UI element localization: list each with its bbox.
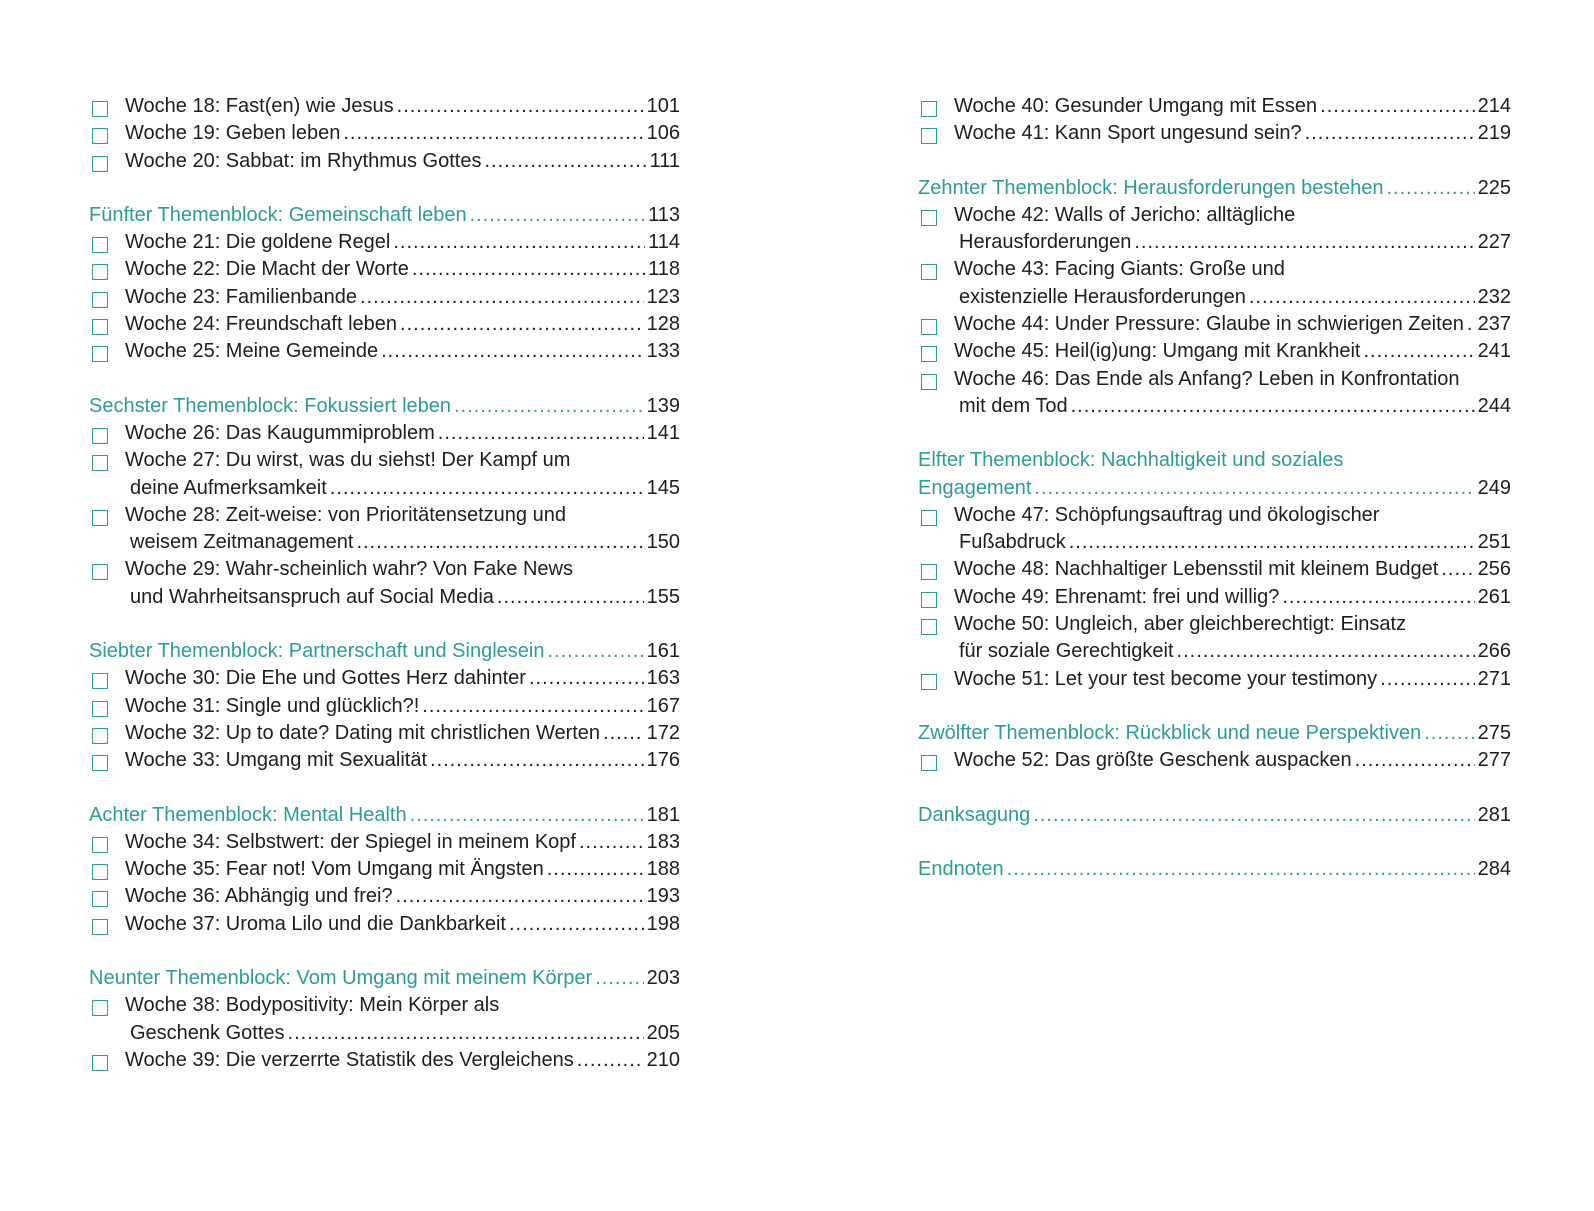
page-number: 128 <box>646 313 680 336</box>
page-number: 139 <box>646 394 680 417</box>
dot-leader <box>547 858 644 881</box>
page-number: 183 <box>646 830 680 853</box>
dot-leader <box>529 667 644 690</box>
checkbox-icon[interactable] <box>92 755 108 771</box>
dot-leader <box>1424 722 1474 745</box>
page-number: 163 <box>646 667 680 690</box>
dot-leader <box>430 749 644 772</box>
page-number: 277 <box>1477 749 1511 772</box>
toc-entry-woche-46-das-ende-als-anfang-leben-in-ko[interactable] <box>918 368 1511 423</box>
toc-entry-title: Siebter Themenblock: Partnerschaft und Singlesein <box>89 640 545 663</box>
checkbox-icon[interactable] <box>92 837 108 853</box>
toc-entry-woche-50-ungleich-aber-gleichberechtigt-[interactable] <box>918 613 1511 668</box>
toc-right-column <box>918 95 1511 885</box>
toc-section-heading-f-nfter-themenblock-gemeinschaft-leben[interactable] <box>89 204 680 231</box>
dot-leader <box>381 340 644 363</box>
toc-entry-woche-51-let-your-test-become-your-testi[interactable] <box>918 668 1511 695</box>
toc-entry-title: Woche 21: Die goldene Regel <box>125 231 391 254</box>
dot-leader <box>603 722 644 745</box>
checkbox-icon[interactable] <box>92 237 108 253</box>
toc-line <box>89 477 680 504</box>
toc-entry-woche-26-das-kaugummiproblem[interactable] <box>89 422 680 449</box>
toc-line <box>89 695 680 722</box>
page-number: 181 <box>646 803 680 826</box>
toc-entry-woche-19-geben-leben[interactable] <box>89 122 680 149</box>
checkbox-icon[interactable] <box>92 428 108 444</box>
section-spacer <box>89 940 680 967</box>
page-number: 118 <box>648 258 680 281</box>
section-spacer <box>89 368 680 395</box>
dot-leader <box>1441 558 1474 581</box>
dot-leader <box>1386 177 1474 200</box>
toc-line <box>89 313 680 340</box>
page-number: 176 <box>646 749 680 772</box>
toc-line <box>918 340 1511 367</box>
toc-line <box>89 449 680 476</box>
page-number: 205 <box>646 1021 680 1044</box>
toc-entry-woche-38-bodypositivity-mein-k-rper-als[interactable] <box>89 994 680 1049</box>
toc-entry-title: Woche 42: Walls of Jericho: alltägliche <box>954 203 1296 226</box>
page-number: 261 <box>1477 585 1511 608</box>
dot-leader <box>470 204 646 227</box>
checkbox-icon[interactable] <box>92 864 108 880</box>
toc-section-heading-siebter-themenblock-partnerschaft-und-si[interactable] <box>89 640 680 667</box>
dot-leader <box>497 586 644 609</box>
checkbox-icon[interactable] <box>92 564 108 580</box>
toc-entry-title: Endnoten <box>918 857 1004 880</box>
toc-line <box>89 286 680 313</box>
page-number: 172 <box>646 721 680 744</box>
toc-entry-woche-31-single-und-gl-cklich[interactable] <box>89 695 680 722</box>
page-number: 106 <box>646 122 680 145</box>
toc-entry-title: Woche 26: Das Kaugummiproblem <box>125 421 435 444</box>
toc-entry-title: deine Aufmerksamkeit <box>130 476 327 499</box>
section-spacer <box>918 422 1511 449</box>
dot-leader <box>396 885 644 908</box>
toc-line <box>918 204 1511 231</box>
toc-line <box>89 258 680 285</box>
toc-line <box>89 395 680 422</box>
dot-leader <box>410 804 644 827</box>
toc-entry-title: für soziale Gerechtigkeit <box>959 640 1174 663</box>
section-spacer <box>918 150 1511 177</box>
toc-entry-title: Woche 40: Gesunder Umgang mit Essen <box>954 95 1318 117</box>
page-number: 123 <box>646 285 680 308</box>
page-number: 150 <box>646 531 680 554</box>
page-number: 225 <box>1477 176 1511 199</box>
page-number: 113 <box>648 203 680 226</box>
toc-line <box>918 586 1511 613</box>
toc-line <box>89 1049 680 1076</box>
dot-leader <box>360 286 644 309</box>
toc-line <box>89 967 680 994</box>
section-spacer <box>89 613 680 640</box>
toc-line <box>89 667 680 694</box>
page-number: 214 <box>1477 95 1511 117</box>
section-spacer <box>918 831 1511 858</box>
toc-entry-title: Elfter Themenblock: Nachhaltigkeit und soziales <box>918 449 1344 472</box>
toc-entry-woche-49-ehrenamt-frei-und-willig[interactable] <box>918 586 1511 613</box>
dot-leader <box>1033 804 1474 827</box>
checkbox-icon[interactable] <box>92 673 108 689</box>
toc-entry-woche-35-fear-not-vom-umgang-mit-ngsten[interactable] <box>89 858 680 885</box>
toc-line <box>89 722 680 749</box>
toc-line <box>89 204 680 231</box>
toc-line <box>918 477 1511 504</box>
checkbox-icon[interactable] <box>92 510 108 526</box>
dot-leader <box>1282 586 1474 609</box>
toc-line <box>89 422 680 449</box>
checkbox-icon[interactable] <box>92 701 108 717</box>
toc-line <box>89 640 680 667</box>
dot-leader <box>547 640 643 663</box>
checkbox-icon[interactable] <box>921 264 937 280</box>
dot-leader <box>400 313 644 336</box>
toc-line <box>918 858 1511 885</box>
section-spacer <box>918 777 1511 804</box>
toc-line <box>89 804 680 831</box>
toc-entry-title: Fünfter Themenblock: Gemeinschaft leben <box>89 203 467 226</box>
checkbox-icon[interactable] <box>921 592 937 608</box>
toc-entry-title: Woche 43: Facing Giants: Große und <box>954 258 1285 281</box>
toc-entry-title: Woche 35: Fear not! Vom Umgang mit Ängsten <box>125 858 544 881</box>
toc-line <box>89 122 680 149</box>
toc-line <box>89 586 680 613</box>
page-number: 281 <box>1477 803 1511 826</box>
toc-line <box>918 258 1511 285</box>
toc-line <box>918 804 1511 831</box>
dot-leader <box>330 477 644 500</box>
toc-line <box>89 531 680 558</box>
toc-entry-title: Woche 30: Die Ehe und Gottes Herz dahinter <box>125 667 526 690</box>
toc-entry-woche-18-fast-en-wie-jesus[interactable] <box>89 95 680 122</box>
checkbox-icon[interactable] <box>921 210 937 226</box>
dot-leader <box>288 1022 644 1045</box>
toc-entry-title: Woche 27: Du wirst, was du siehst! Der Kampf um <box>125 449 571 472</box>
dot-leader <box>454 395 644 418</box>
checkbox-icon[interactable] <box>92 455 108 471</box>
toc-section-heading-achter-themenblock-mental-health[interactable] <box>89 804 680 831</box>
toc-entry-title: Woche 18: Fast(en) wie Jesus <box>125 95 394 117</box>
toc-entry-woche-20-sabbat-im-rhythmus-gottes[interactable] <box>89 150 680 177</box>
page-number: 237 <box>1477 313 1511 336</box>
toc-entry-title: Woche 48: Nachhaltiger Lebensstil mit kleinem Budget <box>954 558 1439 581</box>
toc-entry-title: Woche 50: Ungleich, aber gleichberechtigt: Einsatz <box>954 613 1407 636</box>
toc-line <box>89 858 680 885</box>
toc-entry-title: Woche 47: Schöpfungsauftrag und ökologischer <box>954 503 1380 526</box>
checkbox-icon[interactable] <box>921 101 937 117</box>
checkbox-icon[interactable] <box>92 264 108 280</box>
toc-section-heading-danksagung[interactable] <box>918 804 1511 831</box>
toc-line <box>918 177 1511 204</box>
page-number: 284 <box>1477 857 1511 880</box>
dot-leader <box>1007 858 1475 881</box>
page-number: 271 <box>1477 667 1511 690</box>
toc-line <box>918 313 1511 340</box>
dot-leader <box>438 422 644 445</box>
toc-entry-woche-30-die-ehe-und-gottes-herz-dahinte[interactable] <box>89 667 680 694</box>
toc-left-column <box>89 95 680 1076</box>
checkbox-icon[interactable] <box>92 346 108 362</box>
toc-entry-woche-21-die-goldene-regel[interactable] <box>89 231 680 258</box>
dot-leader <box>343 122 643 145</box>
toc-line <box>89 831 680 858</box>
page-number: 203 <box>646 967 680 990</box>
dot-leader <box>1355 749 1475 772</box>
dot-leader <box>484 150 646 173</box>
page-number: 145 <box>646 476 680 499</box>
toc-entry-title: Woche 51: Let your test become your testimony <box>954 667 1378 690</box>
page-number: 188 <box>646 858 680 881</box>
toc-entry-title: Fußabdruck <box>959 531 1066 554</box>
toc-entry-title: Woche 22: Die Macht der Worte <box>125 258 409 281</box>
checkbox-icon[interactable] <box>921 755 937 771</box>
toc-entry-title: Sechster Themenblock: Fokussiert leben <box>89 394 452 417</box>
toc-entry-woche-29-wahr-scheinlich-wahr-von-fake-n[interactable] <box>89 558 680 613</box>
dot-leader <box>1249 286 1475 309</box>
toc-line <box>918 722 1511 749</box>
toc-entry-title: Woche 33: Umgang mit Sexualität <box>125 749 428 772</box>
toc-line <box>918 613 1511 640</box>
toc-line <box>89 558 680 585</box>
checkbox-icon[interactable] <box>921 619 937 635</box>
toc-entry-title: Woche 52: Das größte Geschenk auspacken <box>954 749 1352 772</box>
toc-line <box>89 150 680 177</box>
toc-section-heading-elfter-themenblock-nachhaltigkeit-und-so[interactable] <box>918 449 1511 504</box>
page-number: 256 <box>1477 558 1511 581</box>
toc-entry-title: und Wahrheitsanspruch auf Social Media <box>130 585 494 608</box>
toc-line <box>918 368 1511 395</box>
toc-entry-title: Geschenk Gottes <box>130 1021 285 1044</box>
page-number: 227 <box>1477 231 1511 254</box>
toc-entry-woche-34-selbstwert-der-spiegel-in-meine[interactable] <box>89 831 680 858</box>
toc-line <box>918 449 1511 476</box>
checkbox-icon[interactable] <box>921 510 937 526</box>
toc-section-heading-zw-lfter-themenblock-r-ckblick-und-neue-[interactable] <box>918 722 1511 749</box>
checkbox-icon[interactable] <box>92 728 108 744</box>
toc-section-heading-neunter-themenblock-vom-umgang-mit-meine[interactable] <box>89 967 680 994</box>
toc-line <box>918 504 1511 531</box>
page-number: 111 <box>649 149 680 172</box>
toc-section-heading-sechster-themenblock-fokussiert-leben[interactable] <box>89 395 680 422</box>
toc-entry-woche-23-familienbande[interactable] <box>89 286 680 313</box>
toc-line <box>89 749 680 776</box>
page-number: 266 <box>1477 640 1511 663</box>
checkbox-icon[interactable] <box>921 128 937 144</box>
page-number: 133 <box>646 340 680 363</box>
toc-line <box>918 531 1511 558</box>
toc-entry-title: Woche 38: Bodypositivity: Mein Körper als <box>125 994 500 1017</box>
toc-entry-woche-36-abh-ngig-und-frei[interactable] <box>89 885 680 912</box>
toc-entry-title: Woche 46: Das Ende als Anfang? Leben in Konfrontation <box>954 367 1460 390</box>
dot-leader <box>397 95 644 118</box>
toc-entry-title: weisem Zeitmanagement <box>130 531 354 554</box>
page-number: 155 <box>646 585 680 608</box>
checkbox-icon[interactable] <box>92 1000 108 1016</box>
toc-entry-title: Herausforderungen <box>959 231 1132 254</box>
checkbox-icon[interactable] <box>92 1055 108 1071</box>
toc-entry-title: Neunter Themenblock: Vom Umgang mit meinem Körper <box>89 967 593 990</box>
toc-entry-title: Woche 44: Under Pressure: Glaube in schwierigen Zeiten <box>954 313 1464 336</box>
toc-line <box>918 395 1511 422</box>
toc-line <box>918 95 1511 122</box>
toc-entry-title: Woche 25: Meine Gemeinde <box>125 340 379 363</box>
toc-section-heading-zehnter-themenblock-herausforderungen-be[interactable] <box>918 177 1511 204</box>
toc-entry-woche-37-uroma-lilo-und-die-dankbarkeit[interactable] <box>89 913 680 940</box>
page-number: 275 <box>1477 721 1511 744</box>
section-spacer <box>89 777 680 804</box>
page-number: 244 <box>1477 394 1511 417</box>
toc-entry-title: Woche 41: Kann Sport ungesund sein? <box>954 122 1302 145</box>
toc-entry-woche-24-freundschaft-leben[interactable] <box>89 313 680 340</box>
toc-line <box>89 504 680 531</box>
toc-line <box>918 668 1511 695</box>
dot-leader <box>1071 395 1475 418</box>
dot-leader <box>1380 668 1474 691</box>
toc-entry-title: Woche 45: Heil(ig)ung: Umgang mit Krankheit <box>954 340 1361 363</box>
toc-entry-title: Danksagung <box>918 803 1031 826</box>
dot-leader <box>509 913 644 936</box>
page-number: 210 <box>646 1048 680 1071</box>
page-number: 251 <box>1477 531 1511 554</box>
toc-line <box>918 640 1511 667</box>
checkbox-icon[interactable] <box>92 891 108 907</box>
toc-line <box>89 95 680 122</box>
toc-entry-title: Engagement <box>918 476 1032 499</box>
dot-leader <box>356 531 643 554</box>
toc-line <box>89 231 680 258</box>
toc-entry-title: Woche 32: Up to date? Dating mit christlichen Werten <box>125 721 601 744</box>
toc-entry-title: Woche 36: Abhängig und frei? <box>125 885 393 908</box>
toc-line <box>89 1022 680 1049</box>
toc-line <box>918 286 1511 313</box>
checkbox-icon[interactable] <box>92 101 108 117</box>
dot-leader <box>1305 122 1475 145</box>
toc-entry-title: Woche 39: Die verzerrte Statistik des Vergleichens <box>125 1048 574 1071</box>
checkbox-icon[interactable] <box>921 346 937 362</box>
toc-entry-title: Woche 37: Uroma Lilo und die Dankbarkeit <box>125 912 506 935</box>
checkbox-icon[interactable] <box>92 128 108 144</box>
page-number: 193 <box>646 885 680 908</box>
dot-leader <box>1363 340 1474 363</box>
toc-line <box>918 749 1511 776</box>
checkbox-icon[interactable] <box>92 919 108 935</box>
toc-line <box>918 122 1511 149</box>
toc-entry-title: Zwölfter Themenblock: Rückblick und neue Perspektiven <box>918 721 1422 744</box>
page-number: 219 <box>1477 122 1511 145</box>
toc-entry-woche-28-zeit-weise-von-priorit-tensetzu[interactable] <box>89 504 680 559</box>
toc-entry-title: Woche 19: Geben leben <box>125 122 341 145</box>
dot-leader <box>1320 95 1474 118</box>
dot-leader <box>393 231 645 254</box>
page-number: 198 <box>646 912 680 935</box>
page-number: 241 <box>1477 340 1511 363</box>
toc-entry-title: Woche 31: Single und glücklich?! <box>125 694 420 717</box>
page-number: 232 <box>1477 285 1511 308</box>
toc-entry-woche-44-under-pressure-glaube-in-schwie[interactable] <box>918 313 1511 340</box>
checkbox-icon[interactable] <box>92 156 108 172</box>
toc-entry-title: existenzielle Herausforderungen <box>959 285 1246 308</box>
toc-entry-woche-39-die-verzerrte-statistik-des-ver[interactable] <box>89 1049 680 1076</box>
toc-line <box>918 231 1511 258</box>
toc-entry-woche-48-nachhaltiger-lebensstil-mit-kle[interactable] <box>918 558 1511 585</box>
checkbox-icon[interactable] <box>921 564 937 580</box>
page-number: 167 <box>646 694 680 717</box>
toc-entry-title: Woche 24: Freundschaft leben <box>125 313 398 336</box>
page-number: 249 <box>1477 476 1511 499</box>
dot-leader <box>1034 477 1474 500</box>
dot-leader <box>577 1049 644 1072</box>
toc-entry-title: Woche 28: Zeit-weise: von Prioritätensetzung und <box>125 503 566 526</box>
dot-leader <box>1069 531 1475 554</box>
checkbox-icon[interactable] <box>921 374 937 390</box>
toc-entry-woche-41-kann-sport-ungesund-sein[interactable] <box>918 122 1511 149</box>
toc-entry-woche-45-heil-ig-ung-umgang-mit-krankhei[interactable] <box>918 340 1511 367</box>
toc-entry-woche-32-up-to-date-dating-mit-christlic[interactable] <box>89 722 680 749</box>
dot-leader <box>1177 640 1475 663</box>
page-number: 114 <box>648 231 680 254</box>
checkbox-icon[interactable] <box>921 319 937 335</box>
checkbox-icon[interactable] <box>921 674 937 690</box>
toc-entry-title: Woche 29: Wahr-scheinlich wahr? Von Fake News <box>125 558 573 581</box>
toc-entry-title: Woche 34: Selbstwert: der Spiegel in meinem Kopf <box>125 830 576 853</box>
dot-leader <box>422 695 643 718</box>
toc-entry-woche-40-gesunder-umgang-mit-essen[interactable] <box>918 95 1511 122</box>
toc-entry-woche-42-walls-of-jericho-allt-gliche[interactable] <box>918 204 1511 259</box>
toc-line <box>89 340 680 367</box>
toc-entry-title: Achter Themenblock: Mental Health <box>89 803 407 826</box>
toc-entry-woche-52-das-gr-te-geschenk-auspacken[interactable] <box>918 749 1511 776</box>
toc-entry-woche-43-facing-giants-gro-e-und[interactable] <box>918 258 1511 313</box>
toc-entry-woche-22-die-macht-der-worte[interactable] <box>89 258 680 285</box>
dot-leader <box>1134 231 1474 254</box>
dot-leader <box>595 967 643 990</box>
page-number: 141 <box>646 421 680 444</box>
toc-entry-title: Woche 23: Familienbande <box>125 285 357 308</box>
toc-entry-title: Zehnter Themenblock: Herausforderungen bestehen <box>918 176 1384 199</box>
dot-leader <box>1467 313 1475 336</box>
dot-leader <box>412 258 645 281</box>
toc-entry-title: Woche 20: Sabbat: im Rhythmus Gottes <box>125 149 482 172</box>
toc-line <box>89 913 680 940</box>
toc-line <box>89 885 680 912</box>
toc-entry-woche-27-du-wirst-was-du-siehst-der-kamp[interactable] <box>89 449 680 504</box>
toc-entry-woche-25-meine-gemeinde[interactable] <box>89 340 680 367</box>
page-number: 161 <box>646 640 680 663</box>
toc-line <box>918 558 1511 585</box>
toc-line <box>89 994 680 1021</box>
checkbox-icon[interactable] <box>92 319 108 335</box>
toc-entry-woche-47-sch-pfungsauftrag-und-kologisch[interactable] <box>918 504 1511 559</box>
toc-entry-woche-33-umgang-mit-sexualit-t[interactable] <box>89 749 680 776</box>
page-number: 101 <box>646 95 680 117</box>
dot-leader <box>579 831 644 854</box>
checkbox-icon[interactable] <box>92 292 108 308</box>
toc-section-heading-endnoten[interactable] <box>918 858 1511 885</box>
section-spacer <box>89 177 680 204</box>
toc-entry-title: mit dem Tod <box>959 394 1068 417</box>
section-spacer <box>918 695 1511 722</box>
toc-entry-title: Woche 49: Ehrenamt: frei und willig? <box>954 585 1280 608</box>
